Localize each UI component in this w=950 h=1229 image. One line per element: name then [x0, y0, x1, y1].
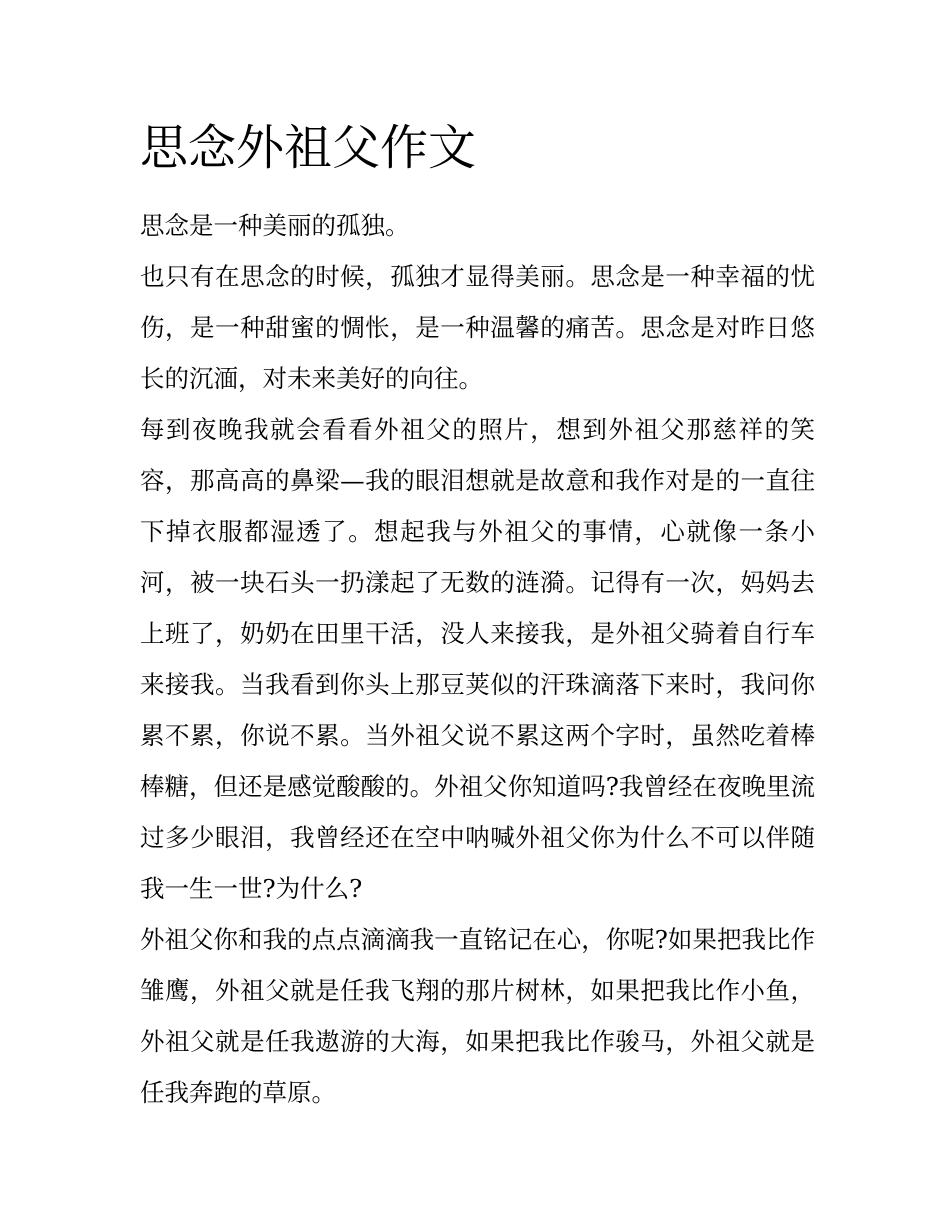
document-body	[140, 200, 815, 1118]
paragraph-1: 思念是一种美丽的孤独。	[140, 211, 410, 240]
paragraph-2: 也只有在思念的时候，孤独才显得美丽。思念是一种幸福的忧伤，是一种甜蜜的惆怅，是一种温馨的痛苦。思念是对昨日悠长的沉湎，对未来美好的向往。	[140, 262, 815, 393]
paragraph-4: 外祖父你和我的点点滴滴我一直铭记在心，你呢?如果把我比作雏鹰，外祖父就是任我飞翔的那片树林，如果把我比作小鱼，外祖父就是任我遨游的大海，如果把我比作骏马，外祖父就是任我奔跑的草原。	[140, 925, 815, 1107]
document-title: 思念外祖父作文	[140, 120, 477, 176]
paragraph-3: 每到夜晚我就会看看外祖父的照片，想到外祖父那慈祥的笑容，那高高的鼻梁—我的眼泪想就是故意和我作对是的一直往下掉衣服都湿透了。想起我与外祖父的事情，心就像一条小河，被一块石头一扔漾起了无数的涟漪。记得有一次，妈妈去上班了，奶奶在田里干活，没人来接我，是外祖父骑着自行车来接我。当我看到你头上那豆荚似的汗珠滴落下来时，我问你累不累，你说不累。当外祖父说不累这两个字时，虽然吃着棒棒糖，但还是感觉酸酸的。外祖父你知道吗?我曾经在夜晚里流过多少眼泪，我曾经还在空中呐喊外祖父你为什么不可以伴随我一生一世?为什么?	[140, 415, 815, 903]
